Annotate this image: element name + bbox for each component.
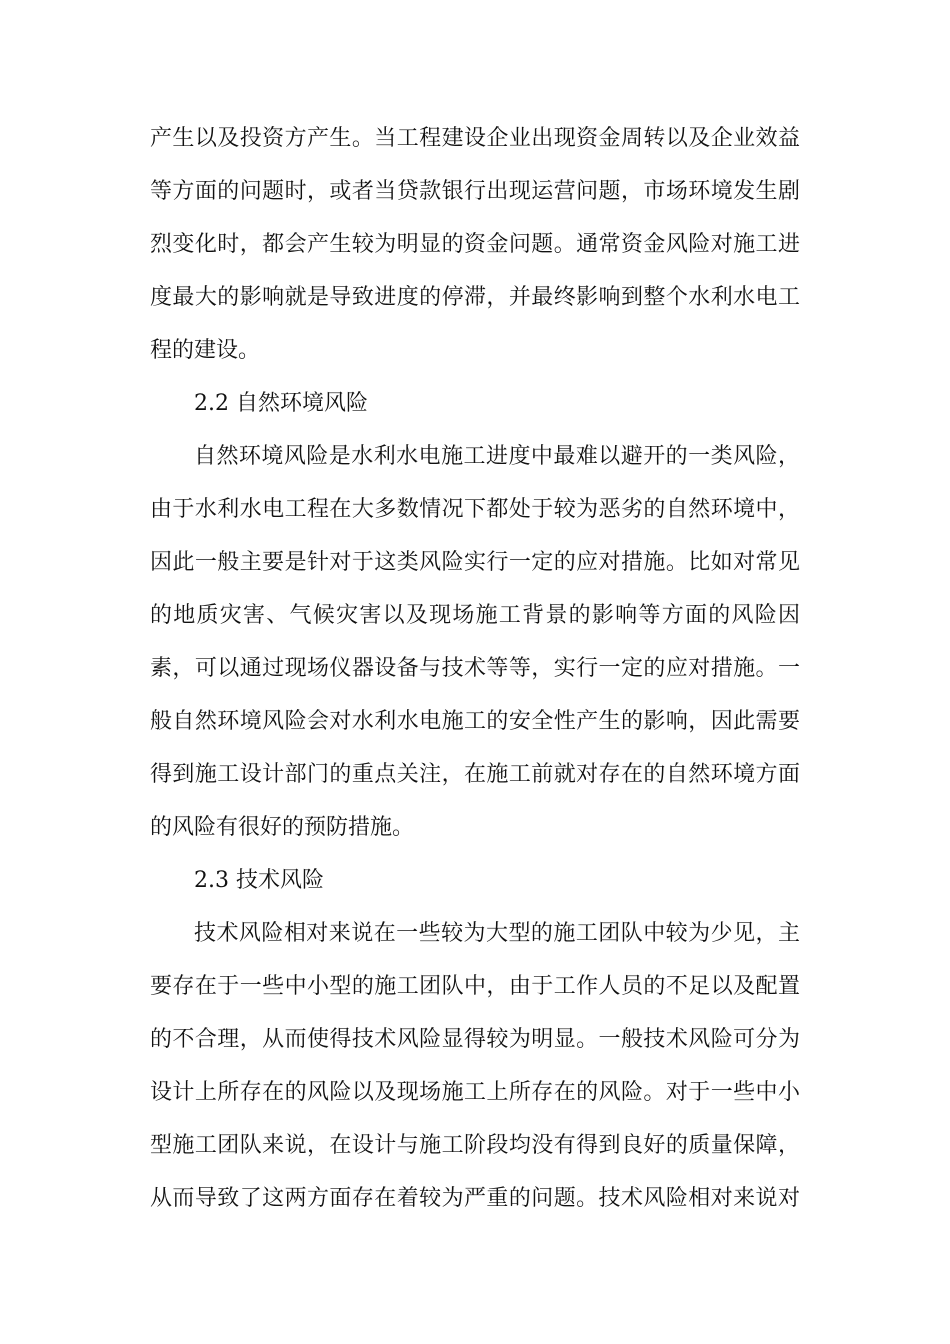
text-line: 的风险有很好的预防措施。 <box>150 815 415 840</box>
paragraph-technical-risk <box>150 907 800 1225</box>
text-line: 等方面的问题时，或者当贷款银行出现运营问题，市场环境发生剧 <box>150 179 800 204</box>
text-line: 烈变化时，都会产生较为明显的资金问题。通常资金风险对施工进 <box>150 232 800 257</box>
text-line: 的不合理，从而使得技术风险显得较为明显。一般技术风险可分为 <box>150 1027 800 1052</box>
text-line: 的地质灾害、气候灾害以及现场施工背景的影响等方面的风险因 <box>150 603 800 628</box>
text-line: 产生以及投资方产生。当工程建设企业出现资金周转以及企业效益 <box>150 126 800 151</box>
text-line: 程的建设。 <box>150 338 261 363</box>
text-line: 型施工团队来说，在设计与施工阶段均没有得到良好的质量保障， <box>150 1133 800 1158</box>
text-line: 自然环境风险是水利水电施工进度中最难以避开的一类风险， <box>194 444 800 469</box>
text-line: 素，可以通过现场仪器设备与技术等等，实行一定的应对措施。一 <box>150 656 800 681</box>
section-heading-technical-risk: 2.3 技术风险 <box>194 868 324 893</box>
text-line: 设计上所存在的风险以及现场施工上所存在的风险。对于一些中小 <box>150 1080 800 1105</box>
text-line: 要存在于一些中小型的施工团队中，由于工作人员的不足以及配置 <box>150 974 800 999</box>
text-line: 度最大的影响就是导致进度的停滞，并最终影响到整个水利水电工 <box>150 285 800 310</box>
text-line: 从而导致了这两方面存在着较为严重的问题。技术风险相对来说对 <box>150 1186 800 1211</box>
section-heading-natural-environment-risk: 2.2 自然环境风险 <box>194 391 368 416</box>
text-line: 技术风险相对来说在一些较为大型的施工团队中较为少见，主 <box>194 921 800 946</box>
text-line: 因此一般主要是针对于这类风险实行一定的应对措施。比如对常见 <box>150 550 800 575</box>
text-line: 般自然环境风险会对水利水电施工的安全性产生的影响，因此需要 <box>150 709 800 734</box>
document-body <box>150 112 800 1225</box>
text-line: 由于水利水电工程在大多数情况下都处于较为恶劣的自然环境中， <box>150 497 800 522</box>
text-line: 得到施工设计部门的重点关注，在施工前就对存在的自然环境方面 <box>150 762 800 787</box>
paragraph-funding-risk <box>150 112 800 377</box>
paragraph-natural-environment-risk <box>150 430 800 854</box>
